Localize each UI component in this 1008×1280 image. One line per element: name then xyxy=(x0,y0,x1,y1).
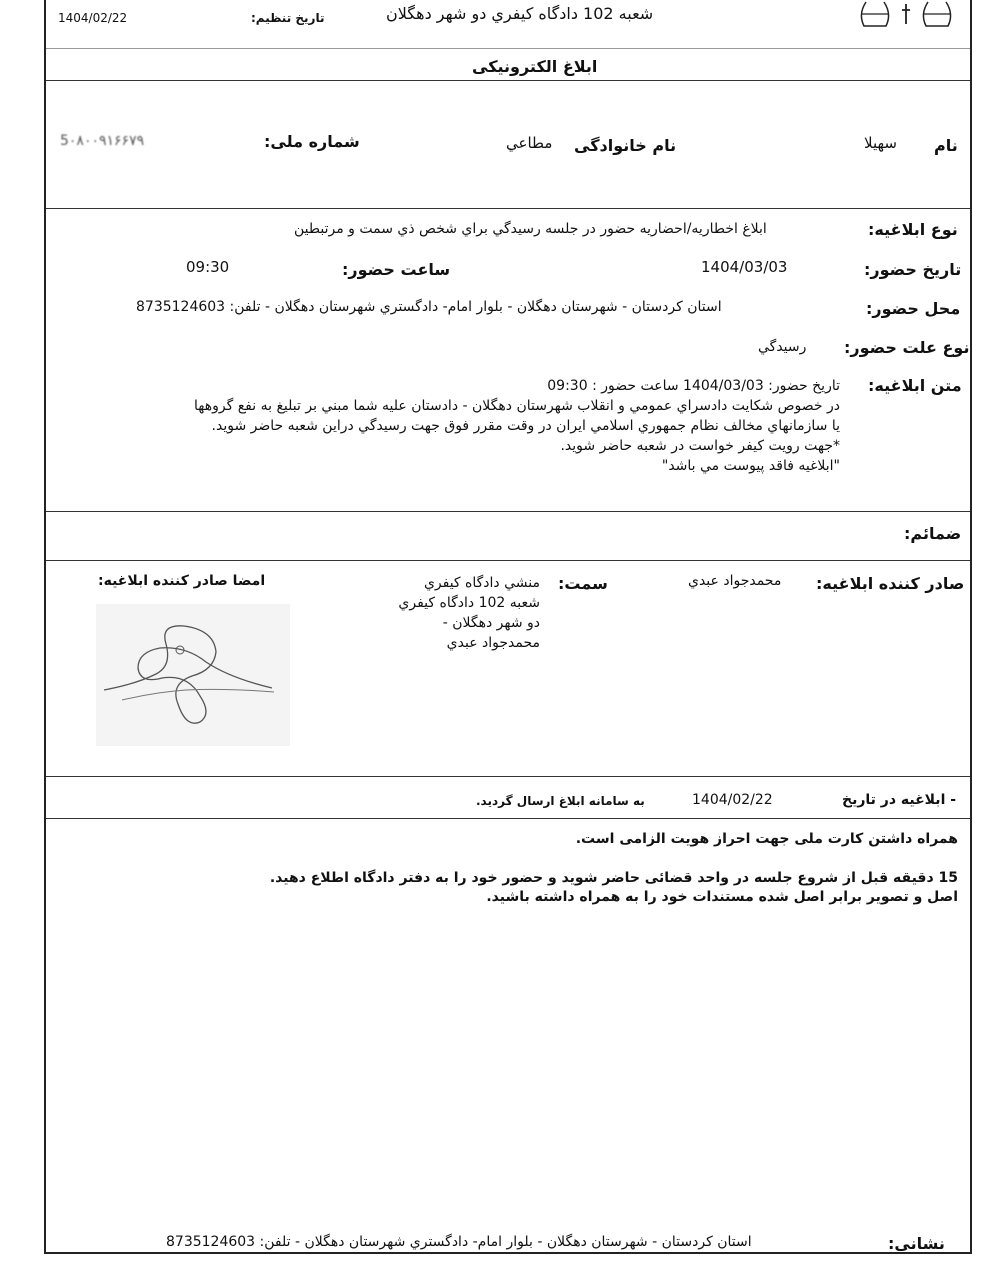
issuer-value: محمدجواد عبدي xyxy=(688,573,782,589)
appearance-place-label: محل حضور: xyxy=(866,299,961,318)
court-title: شعبه 102 دادگاه کیفري دو شهر دهگلان xyxy=(386,4,654,23)
address-value: استان کردستان - شهرستان دهگلان - بلوار امام- دادگستري شهرستان دهگلان - تلفن: 8735124603 xyxy=(166,1234,752,1250)
notice-text-line: *جهت رويت کيفر خواست در شعبه حاضر شويد. xyxy=(560,438,840,454)
divider xyxy=(46,48,970,49)
appearance-date-value: 1404/03/03 xyxy=(701,258,788,276)
notice-text-line: تاريخ حضور: 1404/03/03 ساعت حضور : 09:30 xyxy=(547,378,840,394)
family-label: نام خانوادگی xyxy=(574,136,677,155)
position-value: منشي دادگاه کيفري شعبه 102 دادگاه کيفري دو شهر دهگلان - محمدجواد عبدي xyxy=(398,575,540,651)
divider xyxy=(46,776,970,777)
national-id-label: شماره ملی: xyxy=(264,132,360,151)
sent-suffix: به سامانه ابلاغ ارسال گردید. xyxy=(476,794,645,808)
signature-image xyxy=(96,604,290,746)
appearance-reason-label: نوع علت حضور: xyxy=(844,338,970,357)
appearance-time-value: 09:30 xyxy=(186,258,230,276)
notice-text-label: متن ابلاغیه: xyxy=(868,376,962,395)
sent-prefix: - ابلاغیه در تاریخ xyxy=(842,792,957,808)
judiciary-emblem-icon xyxy=(854,0,958,34)
document-page xyxy=(44,0,972,1254)
family-value: مطاعي xyxy=(506,134,553,152)
notice-text-line: يا سازمانهاي مخالف نظام جمهوري اسلامي ايران در وقت مقرر فوق جهت رسيدگي دراين شعبه حاضر شويد. xyxy=(211,418,840,434)
appearance-time-label: ساعت حضور: xyxy=(342,260,451,279)
position-label: سمت: xyxy=(558,574,608,593)
notice-text-line: در خصوص شکايت دادسراي عمومي و انقلاب شهرستان دهگلان - دادستان عليه شما مبني بر تبليغ به نفع گروهها xyxy=(194,398,840,414)
issue-date-value: 1404/02/22 xyxy=(58,11,128,25)
notice-type-label: نوع ابلاغیه: xyxy=(868,220,958,239)
national-id-value: 5۰۸۰۰۹۱۶۶۷۹ xyxy=(60,133,145,149)
notice-text-body xyxy=(194,376,840,476)
divider xyxy=(46,511,970,512)
note-national-card: همراه داشتن کارت ملی جهت احراز هویت الزامی است. xyxy=(575,831,958,847)
issue-date-label: تاریخ تنظیم: xyxy=(251,11,325,25)
divider xyxy=(46,80,970,81)
sent-date: 1404/02/22 xyxy=(692,792,773,808)
appearance-place-value: استان کردستان - شهرستان دهگلان - بلوار امام- دادگستري شهرستان دهگلان - تلفن: 8735124603 xyxy=(136,299,722,315)
divider xyxy=(46,818,970,819)
issuer-label: صادر کننده ابلاغیه: xyxy=(816,574,965,593)
appearance-reason-value: رسيدگي xyxy=(758,339,807,355)
notice-text-line: "ابلاغيه فاقد پيوست مي باشد" xyxy=(661,458,840,474)
notice-type-value: ابلاغ اخطاريه/احضاريه حضور در جلسه رسيدگي براي شخص ذي سمت و مرتبطين xyxy=(294,221,767,237)
name-label: نام xyxy=(934,136,958,155)
document-title: ابلاغ الکترونیکی xyxy=(472,57,598,76)
address-label: نشانی: xyxy=(888,1234,945,1253)
divider xyxy=(46,560,970,561)
signature-label: امضا صادر کننده ابلاغیه: xyxy=(98,573,266,589)
note-bring-documents: اصل و تصویر برابر اصل شده مستندات خود را به همراه داشته باشید. xyxy=(486,889,958,905)
divider xyxy=(46,208,970,209)
attachments-label: ضمائم: xyxy=(904,524,962,543)
note-arrive-early: 15 دقیقه قبل از شروع جلسه در واحد قضائی حاضر شوید و حضور خود را به دفتر دادگاه اطلاع دهید. xyxy=(269,870,958,886)
appearance-date-label: تاریخ حضور: xyxy=(864,260,962,279)
name-value: سهیلا xyxy=(864,134,897,152)
